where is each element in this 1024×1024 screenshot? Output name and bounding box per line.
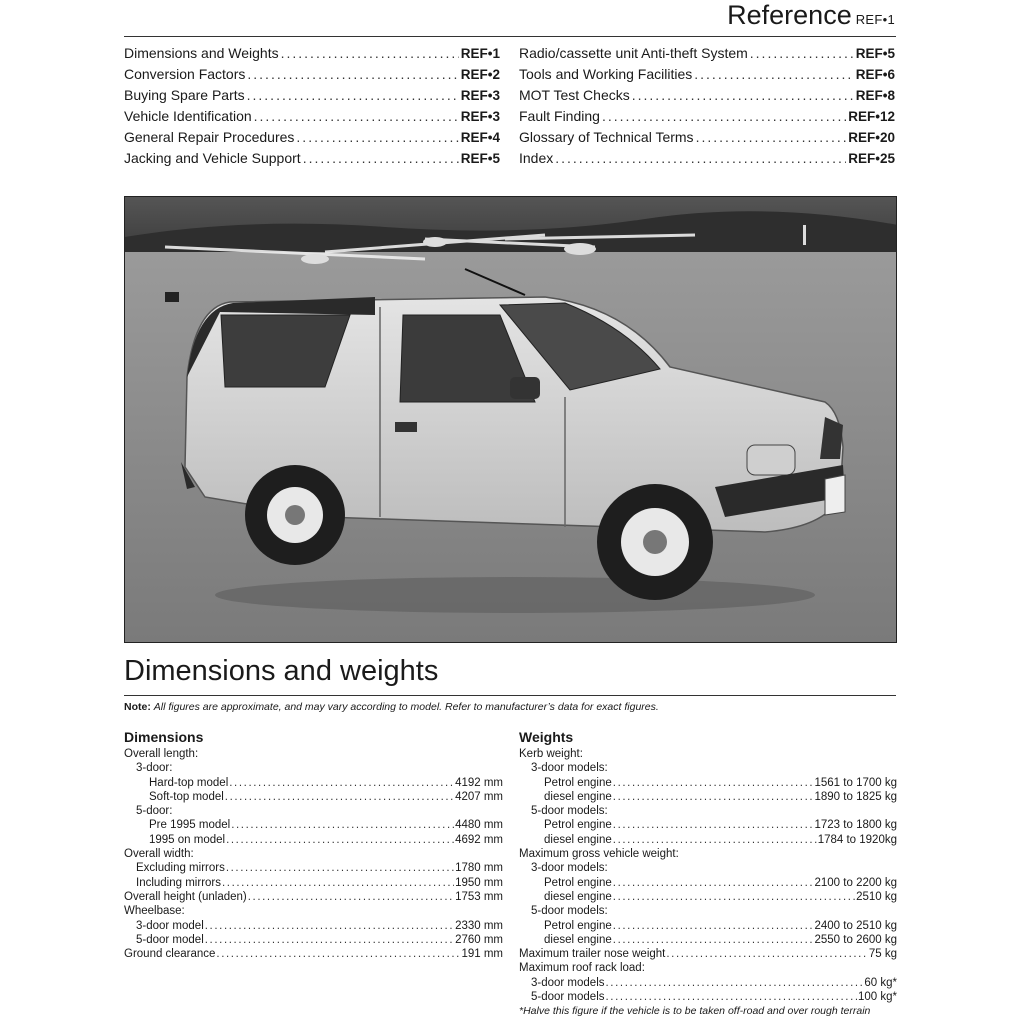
spec-label: Ground clearance [124, 948, 216, 961]
toc-entry-title: Conversion Factors [124, 66, 246, 82]
leader-dots [696, 129, 847, 145]
toc-entry-title: Radio/cassette unit Anti-theft System [519, 45, 748, 61]
vehicle-photo [124, 196, 897, 643]
toc-entry-page: REF•5 [855, 46, 895, 61]
toc-entry-page: REF•3 [460, 109, 500, 124]
spec-label: 5-door models: [531, 905, 608, 918]
leader-dots [613, 818, 814, 832]
toc-entry-title: Tools and Working Facilities [519, 66, 693, 82]
toc-entry-title: Fault Finding [519, 108, 600, 124]
toc-entry-page: REF•6 [855, 67, 895, 82]
toc-entry [124, 108, 500, 129]
spec-label: 5-door: [136, 805, 173, 818]
leader-dots [750, 45, 854, 61]
spec-label: Maximum gross vehicle weight: [519, 848, 679, 861]
toc-entry [124, 87, 500, 108]
spec-value: 2330 mm [455, 919, 503, 932]
section-rule [124, 695, 896, 696]
spec-label: Petrol engine [544, 876, 612, 889]
note-text: All figures are approximate, and may vary according to model. Refer to manufacturer’s data for exact figures. [153, 701, 659, 713]
spec-value: 1753 mm [455, 890, 503, 903]
leader-dots [281, 45, 459, 61]
dimensions-column [124, 728, 503, 961]
toc-entry-title: General Repair Procedures [124, 129, 295, 145]
spec-label: Excluding mirrors [136, 862, 225, 875]
spec-row [124, 919, 503, 933]
toc-entry [519, 66, 895, 87]
leader-dots [613, 790, 814, 804]
spec-value: 1890 to 1825 kg [814, 790, 897, 803]
leader-dots [606, 990, 857, 1004]
weights-column [519, 728, 897, 1017]
leader-dots [205, 933, 454, 947]
toc-entry [519, 150, 895, 171]
spec-value: 2400 to 2510 kg [814, 919, 897, 932]
toc-entry [519, 129, 895, 150]
spec-row [124, 776, 503, 790]
spec-value: 2760 mm [455, 933, 503, 946]
toc-left-column [124, 45, 500, 171]
spec-label: Hard-top model [149, 776, 229, 789]
spec-label: Overall height (unladen) [124, 890, 247, 903]
leader-dots [555, 150, 846, 166]
spec-row [519, 847, 897, 861]
spec-value: 4480 mm [455, 819, 503, 832]
toc-entry [124, 66, 500, 87]
spec-row [519, 904, 897, 918]
leader-dots [226, 833, 454, 847]
spec-value: 60 kg* [864, 976, 897, 989]
spec-value: 1950 mm [455, 876, 503, 889]
spec-row [519, 790, 897, 804]
spec-label: diesel engine [544, 833, 612, 846]
toc-entry [519, 87, 895, 108]
toc-entry-page: REF•20 [848, 130, 895, 145]
spec-label: Wheelbase: [124, 905, 185, 918]
spec-row [124, 833, 503, 847]
spec-label: Kerb weight: [519, 748, 583, 760]
header-title: Reference [727, 0, 852, 30]
page-header [727, 0, 895, 35]
spec-label: Petrol engine [544, 919, 612, 932]
toc-entry-page: REF•5 [460, 151, 500, 166]
spec-row [124, 747, 503, 761]
leader-dots [606, 976, 864, 990]
spec-value: 191 mm [461, 948, 503, 961]
spec-label: 5-door model [136, 933, 204, 946]
spec-row [519, 876, 897, 890]
toc-entry [519, 108, 895, 129]
toc-entry-title: Dimensions and Weights [124, 45, 279, 61]
toc-entry-title: Jacking and Vehicle Support [124, 150, 301, 166]
spec-label: 3-door models [531, 976, 605, 989]
toc-entry [124, 129, 500, 150]
spec-label: Petrol engine [544, 776, 612, 789]
spec-row [124, 761, 503, 775]
leader-dots [222, 876, 454, 890]
leader-dots [632, 87, 854, 103]
toc-right-column [519, 45, 895, 171]
toc-entry-page: REF•1 [460, 46, 500, 61]
spec-label: Overall width: [124, 848, 194, 861]
spec-label: 3-door model [136, 919, 204, 932]
spec-row [519, 818, 897, 832]
dimensions-list [124, 747, 503, 961]
spec-label: diesel engine [544, 933, 612, 946]
dimensions-heading: Dimensions [124, 729, 204, 745]
spec-value: 2510 kg [856, 890, 897, 903]
leader-dots [694, 66, 854, 82]
toc-entry [124, 150, 500, 171]
leader-dots [205, 919, 454, 933]
spec-row [519, 861, 897, 875]
vehicle-photo-illustration [125, 197, 897, 643]
spec-label: diesel engine [544, 790, 612, 803]
leader-dots [229, 776, 454, 790]
leader-dots [602, 108, 846, 124]
toc-entry-title: Index [519, 150, 554, 166]
spec-row [124, 790, 503, 804]
section-title: Dimensions and weights [124, 655, 439, 687]
spec-label: 1995 on model [149, 833, 226, 846]
spec-row [519, 776, 897, 790]
toc-entry-title: Buying Spare Parts [124, 87, 245, 103]
toc-entry [124, 45, 500, 66]
header-page-ref: REF•1 [855, 12, 895, 27]
spec-row [124, 847, 503, 861]
leader-dots [613, 833, 817, 847]
spec-value: 4207 mm [455, 790, 503, 803]
spec-row [519, 961, 897, 975]
spec-label: Overall length: [124, 748, 199, 760]
spec-value: 100 kg* [857, 991, 897, 1004]
toc-entry-title: MOT Test Checks [519, 87, 630, 103]
leader-dots [216, 947, 460, 961]
spec-label: Petrol engine [544, 819, 612, 832]
leader-dots [613, 876, 814, 890]
leader-dots [247, 87, 459, 103]
spec-value: 1780 mm [455, 862, 503, 875]
spec-row [519, 919, 897, 933]
spec-row [124, 933, 503, 947]
spec-row [124, 818, 503, 832]
header-rule [124, 36, 896, 37]
spec-label: Maximum roof rack load: [519, 962, 645, 975]
leader-dots [296, 129, 458, 145]
spec-row [519, 747, 897, 761]
spec-row [519, 890, 897, 904]
note [124, 701, 659, 713]
spec-row [519, 761, 897, 775]
toc-entry-page: REF•12 [848, 109, 895, 124]
weights-heading: Weights [519, 729, 574, 745]
note-label: Note: [124, 701, 151, 713]
toc-entry-page: REF•25 [848, 151, 895, 166]
spec-value: 1723 to 1800 kg [814, 819, 897, 832]
leader-dots [666, 947, 868, 961]
toc-entry-title: Vehicle Identification [124, 108, 252, 124]
spec-row [519, 833, 897, 847]
leader-dots [225, 790, 454, 804]
weights-list [519, 747, 897, 1004]
spec-value: 2100 to 2200 kg [814, 876, 897, 889]
spec-row [519, 933, 897, 947]
spec-label: Soft-top model [149, 790, 224, 803]
spec-label: diesel engine [544, 890, 612, 903]
leader-dots [613, 933, 814, 947]
toc-entry-page: REF•2 [460, 67, 500, 82]
leader-dots [231, 818, 454, 832]
spec-row [519, 990, 897, 1004]
spec-row [124, 904, 503, 918]
spec-label: Pre 1995 model [149, 819, 231, 832]
spec-value: 4192 mm [455, 776, 503, 789]
leader-dots [613, 776, 814, 790]
spec-label: 3-door: [136, 762, 173, 775]
spec-value: 1784 to 1920kg [817, 833, 897, 846]
toc-entry [519, 45, 895, 66]
spec-label: Maximum trailer nose weight [519, 948, 666, 961]
leader-dots [247, 66, 458, 82]
toc-entry-page: REF•4 [460, 130, 500, 145]
spec-row [519, 947, 897, 961]
spec-label: Including mirrors [136, 876, 221, 889]
spec-value: 2550 to 2600 kg [814, 933, 897, 946]
spec-row [124, 804, 503, 818]
toc-entry-page: REF•8 [855, 88, 895, 103]
spec-label: 5-door models: [531, 805, 608, 818]
spec-label: 3-door models: [531, 762, 608, 775]
spec-label: 5-door models [531, 991, 605, 1004]
leader-dots [248, 890, 454, 904]
spec-value: 75 kg [868, 948, 897, 961]
spec-row [519, 804, 897, 818]
spec-row [124, 861, 503, 875]
spec-row [124, 947, 503, 961]
leader-dots [254, 108, 459, 124]
spec-label: 3-door models: [531, 862, 608, 875]
leader-dots [613, 890, 855, 904]
spec-value: 4692 mm [455, 833, 503, 846]
leader-dots [613, 919, 814, 933]
toc-entry-title: Glossary of Technical Terms [519, 129, 694, 145]
leader-dots [226, 861, 454, 875]
spec-row [519, 976, 897, 990]
leader-dots [303, 150, 459, 166]
spec-row [124, 876, 503, 890]
toc-entry-page: REF•3 [460, 88, 500, 103]
spec-row [124, 890, 503, 904]
weights-footnote: *Halve this figure if the vehicle is to be taken off-road and over rough terrain [519, 1005, 871, 1018]
spec-value: 1561 to 1700 kg [814, 776, 897, 789]
